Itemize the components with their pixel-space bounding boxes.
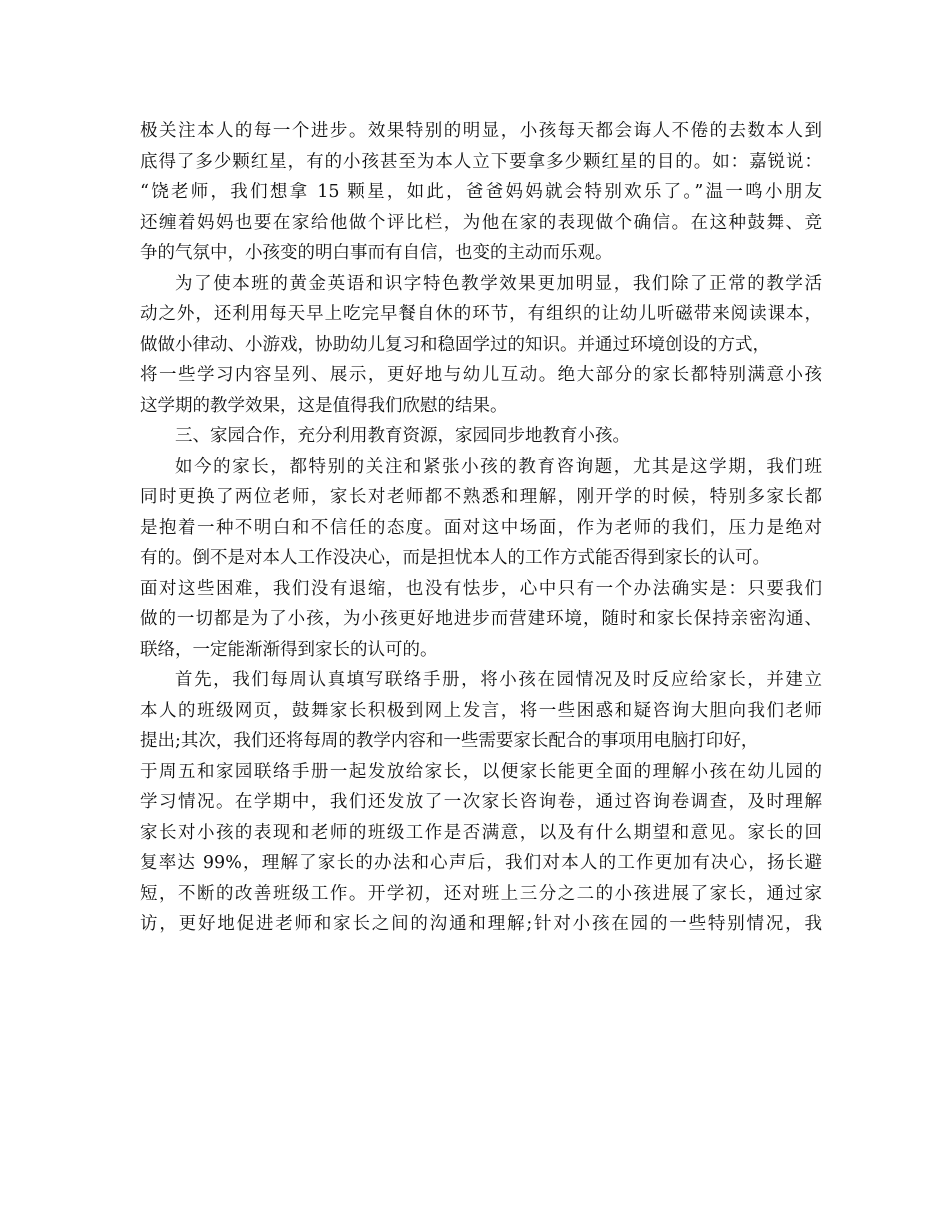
text-line: 复率达 99%，理解了家长的办法和心声后，我们对本人的工作更加有决心，扬长避: [140, 853, 822, 873]
text-line: 将一些学习内容呈列、展示，更好地与幼儿互动。绝大部分的家长都特别满意小孩: [140, 365, 822, 385]
text-line: 于周五和家园联络手册一起发放给家长，以便家长能更全面的理解小孩在幼儿园的: [140, 761, 822, 782]
text-line: 有的。倒不是对本人工作没决心，而是担忧本人的工作方式能否得到家长的认可。: [140, 548, 770, 568]
text-line: 联络，一定能渐渐得到家长的认可的。: [140, 639, 438, 660]
text-line: 本人的班级网页，鼓舞家长积极到网上发言，将一些困惑和疑咨询大胆向我们老师: [140, 700, 822, 721]
paragraph-first-line: 如今的家长，都特别的关注和紧张小孩的教育咨询题，尤其是这学期，我们班: [175, 456, 822, 477]
text-line: 学习情况。在学期中，我们还发放了一次家长咨询卷，通过咨询卷调查，及时理解: [140, 792, 822, 812]
text-line: 做的一切都是为了小孩，为小孩更好地进步而营建环境，随时和家长保持亲密沟通、: [140, 609, 822, 629]
section-heading: 三、家园合作，充分利用教育资源，家园同步地教育小孩。: [175, 426, 630, 446]
paragraph-first-line: 首先，我们每周认真填写联络手册，将小孩在园情况及时反应给家长，并建立: [175, 670, 822, 690]
text-line: 家长对小孩的表现和老师的班级工作是否满意，以及有什么期望和意见。家长的回: [140, 822, 822, 843]
text-line: 底得了多少颗红星，有的小孩甚至为本人立下要拿多少颗红星的目的。如：嘉锐说：: [140, 151, 822, 172]
text-line: 这学期的教学效果，这是值得我们欣慰的结果。: [140, 395, 508, 416]
document-body: [140, 116, 822, 940]
text-line: 争的气氛中，小孩变的明白事而有自信，也变的主动而乐观。: [140, 243, 613, 263]
text-line: 做做小律动、小游戏，协助幼儿复习和稳固学过的知识。并通过环境创设的方式，: [140, 334, 770, 355]
text-line: 还缠着妈妈也要在家给他做个评比栏，为他在家的表现做个确信。在这种鼓舞、竞: [140, 212, 822, 233]
text-line: 提出;其次，我们还将每周的教学内容和一些需要家长配合的事项用电脑打印好，: [140, 731, 759, 751]
text-line: 同时更换了两位老师，家长对老师都不熟悉和理解，刚开学的时候，特别多家长都: [140, 487, 822, 507]
text-line: 短，不断的改善班级工作。开学初，还对班上三分之二的小孩进展了家长，通过家: [140, 883, 822, 904]
text-line: 是抱着一种不明白和不信任的态度。面对这中场面，作为老师的我们，压力是绝对: [140, 517, 822, 538]
text-line: 极关注本人的每一个进步。效果特别的明显，小孩每天都会诲人不倦的去数本人到: [140, 121, 822, 141]
text-line: 访，更好地促进老师和家长之间的沟通和理解;针对小孩在园的一些特别情况，我: [140, 914, 822, 934]
text-line: 动之外，还利用每天早上吃完早餐自休的环节，有组织的让幼儿听磁带来阅读课本，: [140, 304, 822, 324]
paragraph-first-line: 为了使本班的黄金英语和识字特色教学效果更加明显，我们除了正常的教学活: [175, 273, 822, 294]
text-line: 面对这些困难，我们没有退缩，也没有怯步，心中只有一个办法确实是：只要我们: [140, 578, 822, 599]
text-line: “饶老师，我们想拿 15 颗星，如此，爸爸妈妈就会特别欢乐了。”温一鸣小朋友: [140, 182, 822, 202]
